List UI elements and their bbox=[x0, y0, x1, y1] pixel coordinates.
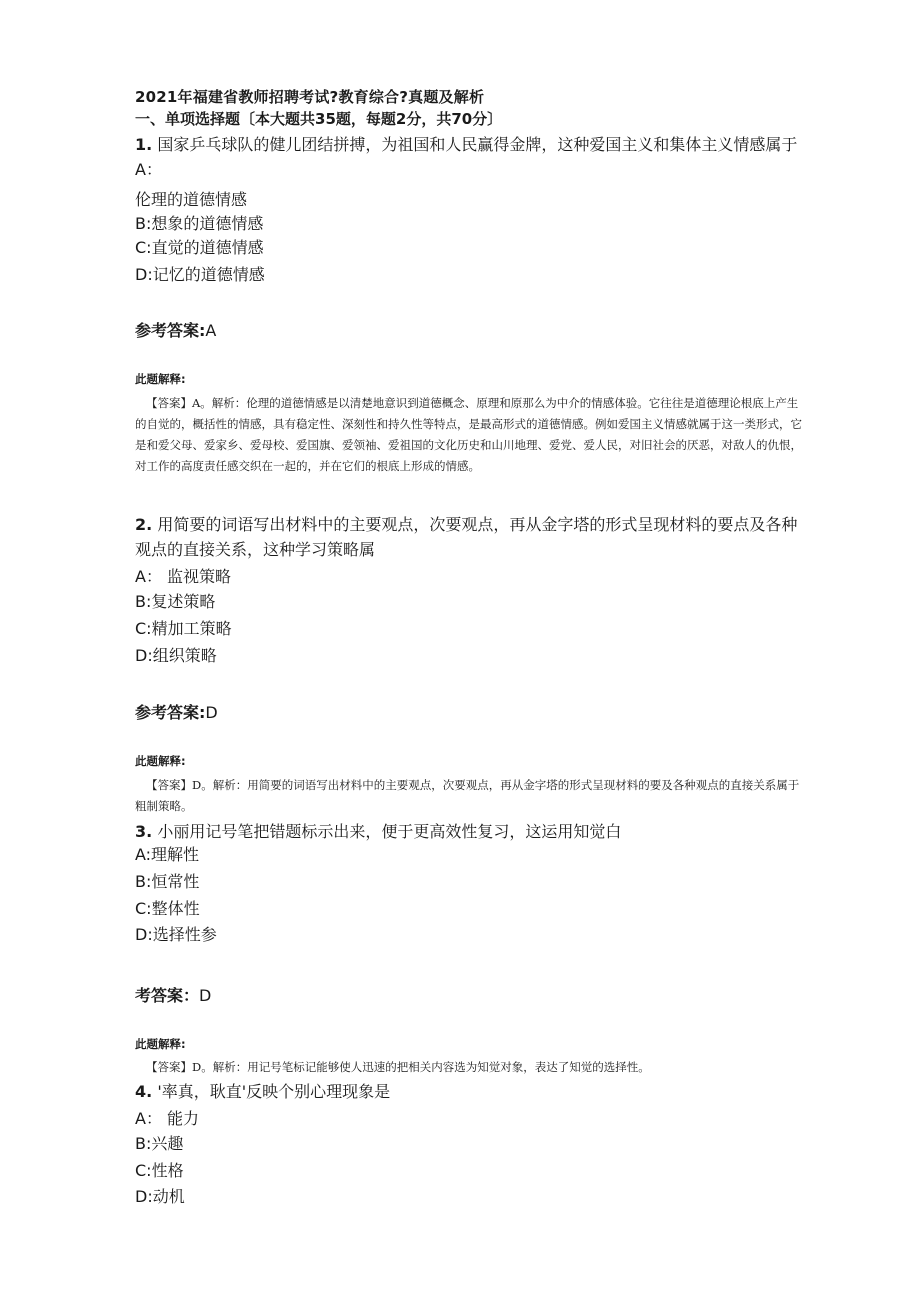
question-number: 2. bbox=[135, 515, 153, 534]
option-a: 伦理的道德情感 bbox=[135, 190, 248, 209]
option-c: C:性格 bbox=[135, 1161, 184, 1180]
answer-value: A bbox=[205, 321, 217, 340]
answer-value: D bbox=[199, 986, 212, 1005]
option-d: D:选择性参 bbox=[135, 925, 217, 944]
question-text: '率真，耿直'反映个别心理现象是 bbox=[157, 1082, 391, 1101]
option-b: B:恒常性 bbox=[135, 872, 200, 891]
answer-label: 参考答案: bbox=[135, 321, 206, 340]
answer-2 bbox=[135, 700, 218, 723]
question-number: 1. bbox=[135, 135, 153, 154]
answer-3 bbox=[135, 983, 211, 1006]
option-a: A:理解性 bbox=[135, 845, 200, 864]
section-heading: 一、单项选择题〔本大题共35题，每题2分，共70分〕 bbox=[135, 110, 503, 128]
answer-value: D bbox=[205, 703, 218, 722]
option-d: D:记忆的道德情感 bbox=[135, 265, 265, 284]
question-4 bbox=[135, 1079, 807, 1104]
question-2 bbox=[135, 512, 807, 562]
explanation-label: 此题解释: bbox=[135, 1037, 186, 1051]
explanation-3: 【答案】D。解析：用记号笔标记能够使人迅速的把相关内容选为知觉对象，表达了知觉的选择性。 bbox=[146, 1060, 650, 1074]
answer-label: 考答案： bbox=[135, 986, 200, 1005]
option-a: A： 能力 bbox=[135, 1109, 200, 1128]
explanation-2: 【答案】D。解析：用简要的词语写出材料中的主要观点，次要观点，再从金字塔的形式呈现材料的要及各种观点的直接关系属于粗制策略。 bbox=[135, 778, 800, 813]
option-d: D:组织策略 bbox=[135, 646, 217, 665]
explanation-label: 此题解释: bbox=[135, 754, 186, 768]
option-b: B:想象的道德情感 bbox=[135, 214, 264, 233]
answer-1 bbox=[135, 318, 216, 341]
explanation-1: 【答案】A。解析：伦理的道德情感是以清楚地意识到道德概念、原理和原那么为中介的情感体验。它往往是道德理论根底上产生的自觉的，概括性的情感，具有稳定性、深刻性和持久性等特点，是最高形式的道德情感。例如爱国主义情感就属于这一类形式，它是和爱父母、爱家乡、爱母校、爱国旗、爱领袖、爱祖国的文化历史和山川地理、爱党、爱人民，对旧社会的厌恶，对敌人的仇恨，对工作的高度责任感交织在一起的，并在它们的根底上形成的情感。 bbox=[135, 396, 802, 473]
option-b: B:复述策略 bbox=[135, 592, 216, 611]
document-title: 2021年福建省教师招聘考试?教育综合?真题及解析 bbox=[135, 88, 485, 106]
question-text: 国家乒乓球队的健儿团结拼搏，为祖国和人民赢得金牌，这种爱国主义和集体主义情感属于A： bbox=[135, 135, 798, 179]
answer-label: 参考答案: bbox=[135, 703, 206, 722]
option-b: B:兴趣 bbox=[135, 1134, 184, 1153]
option-c: C:精加工策略 bbox=[135, 619, 232, 638]
question-text: 小丽用记号笔把错题标示出来，便于更高效性复习，这运用知觉白 bbox=[157, 822, 622, 841]
question-number: 4. bbox=[135, 1082, 153, 1101]
question-number: 3. bbox=[135, 822, 153, 841]
option-c: C:直觉的道德情感 bbox=[135, 238, 264, 257]
option-d: D:动机 bbox=[135, 1187, 185, 1206]
question-text: 用简要的词语写出材料中的主要观点，次要观点，再从金字塔的形式呈现材料的要点及各种观点的直接关系，这种学习策略属 bbox=[135, 515, 798, 559]
option-a: A： 监视策略 bbox=[135, 567, 232, 586]
question-3 bbox=[135, 819, 807, 844]
question-1 bbox=[135, 132, 807, 182]
option-c: C:整体性 bbox=[135, 899, 200, 918]
explanation-label: 此题解释: bbox=[135, 372, 186, 386]
